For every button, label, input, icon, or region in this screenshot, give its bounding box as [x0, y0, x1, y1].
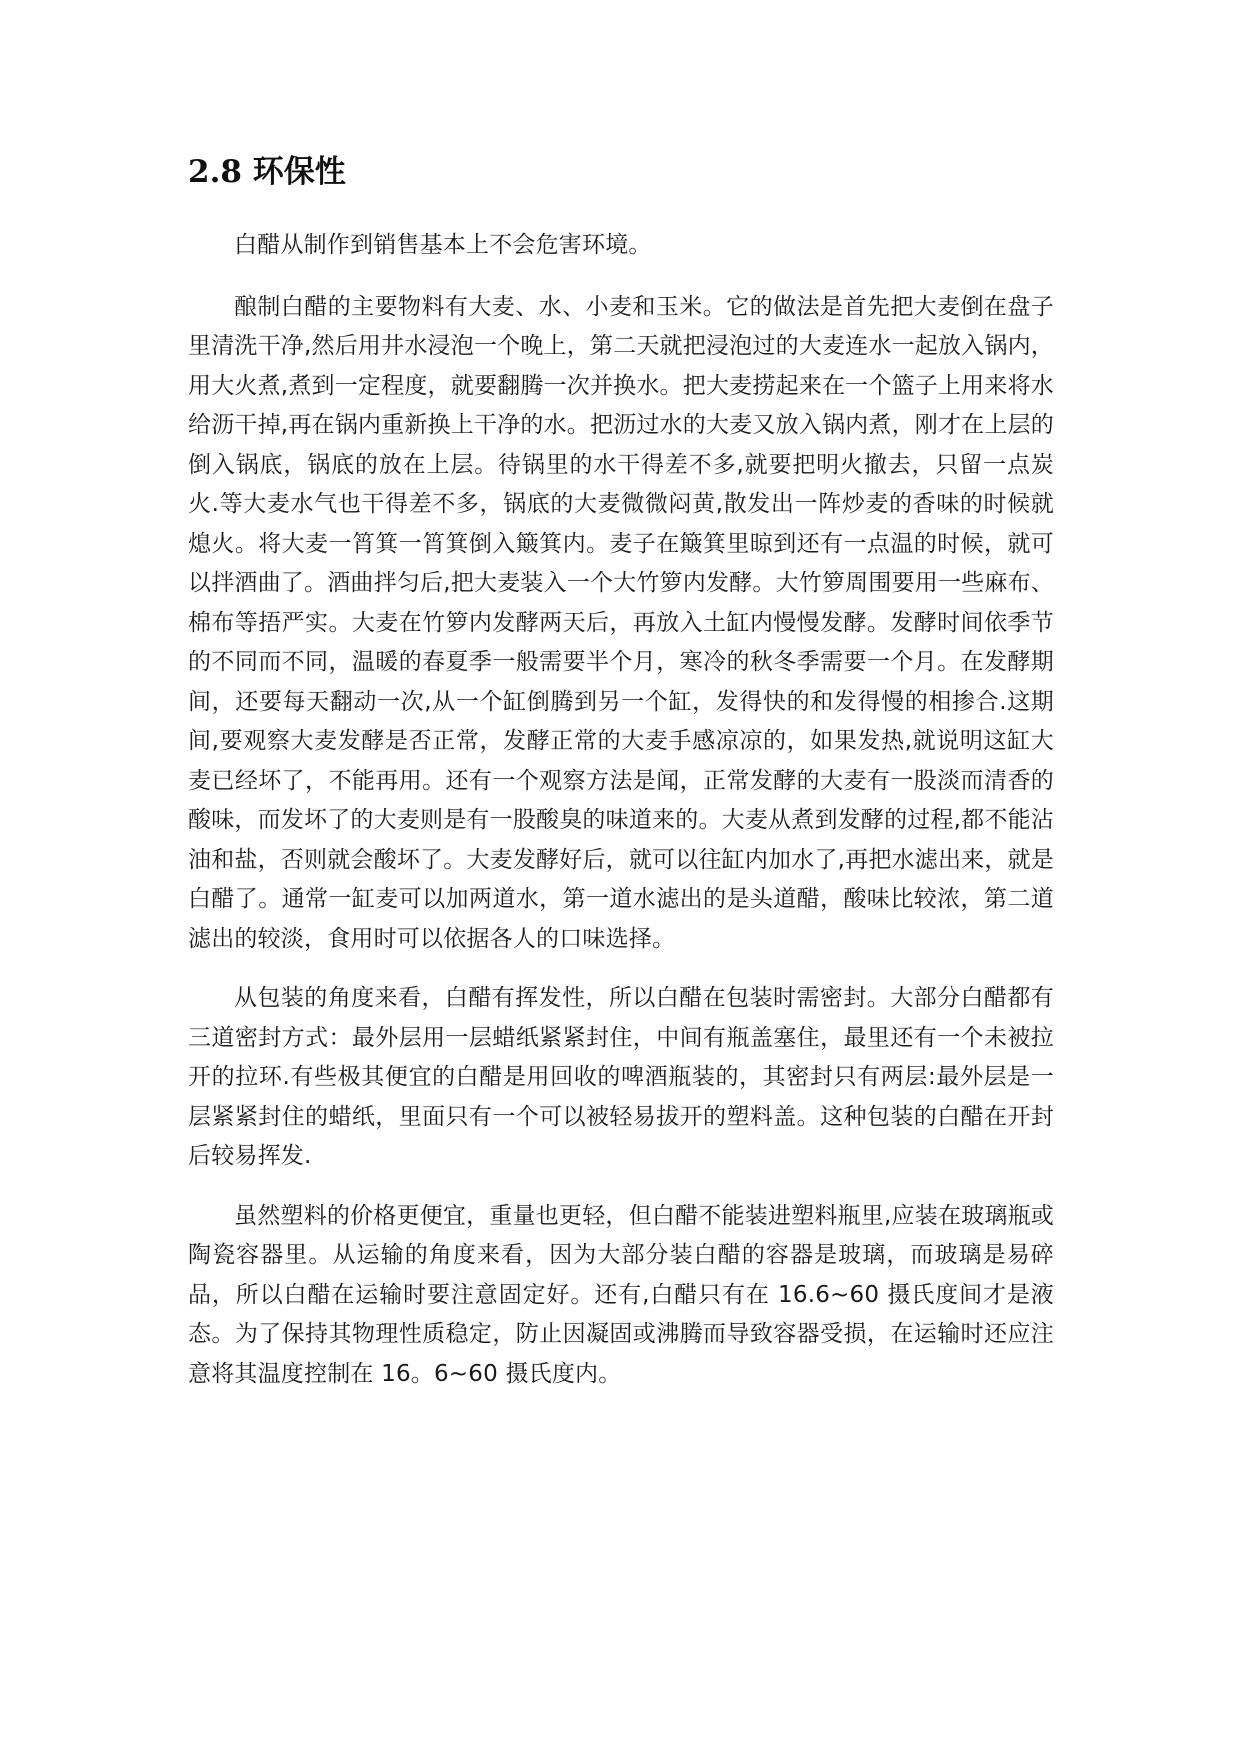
paragraph-transport: 虽然塑料的价格更便宜，重量也更轻，但白醋不能装进塑料瓶里,应装在玻璃瓶或陶瓷容器里。从运输的角度来看，因为大部分装白醋的容器是玻璃，而玻璃是易碎品，所以白醋在运输时要注意固定好。还有,白醋只有在 16.6~60 摄氏度间才是液态。为了保持其物理性质稳定，防止因凝固或沸腾而导致容器受损，在运输时还应注意将其温度控制在 16。6~60 摄氏度内。 — [188, 1202, 1054, 1387]
paragraph-brewing-process: 酿制白醋的主要物料有大麦、水、小麦和玉米。它的做法是首先把大麦倒在盘子里清洗干净,然后用井水浸泡一个晚上，第二天就把浸泡过的大麦连水一起放入锅内，用大火煮,煮到一定程度，就要翻腾一次并换水。把大麦捞起来在一个篮子上用来将水给沥干掉,再在锅内重新换上干净的水。把沥过水的大麦又放入锅内煮，刚才在上层的倒入锅底，锅底的放在上层。待锅里的水干得差不多,就要把明火撤去，只留一点炭火.等大麦水气也干得差不多，锅底的大麦微微闷黄,散发出一阵炒麦的香味的时候就熄火。将大麦一筲箕一筲箕倒入簸箕内。麦子在簸箕里晾到还有一点温的时候，就可以拌酒曲了。酒曲拌匀后,把大麦装入一个大竹箩内发酵。大竹箩周围要用一些麻布、棉布等捂严实。大麦在竹箩内发酵两天后，再放入土缸内慢慢发酵。发酵时间依季节的不同而不同，温暖的春夏季一般需要半个月，寒冷的秋冬季需要一个月。在发酵期间，还要每天翻动一次,从一个缸倒腾到另一个缸，发得快的和发得慢的相掺合.这期间,要观察大麦发酵是否正常，发酵正常的大麦手感凉凉的，如果发热,就说明这缸大麦已经坏了，不能再用。还有一个观察方法是闻，正常发酵的大麦有一股淡而清香的酸味，而发坏了的大麦则是有一股酸臭的味道来的。大麦从煮到发酵的过程,都不能沾油和盐，否则就会酸坏了。大麦发酵好后，就可以往缸内加水了,再把水滤出来，就是白醋了。通常一缸麦可以加两道水，第一道水滤出的是头道醋，酸味比较浓，第二道滤出的较淡，食用时可以依据各人的口味选择。 — [188, 293, 1054, 952]
section-body — [188, 226, 1054, 1414]
section-heading — [188, 150, 346, 194]
paragraph-packaging: 从包装的角度来看，白醋有挥发性，所以白醋在包装时需密封。大部分白醋都有三道密封方式：最外层用一层蜡纸紧紧封住，中间有瓶盖塞住，最里还有一个未被拉开的拉环.有些极其便宜的白醋是用回收的啤酒瓶装的，其密封只有两层:最外层是一层紧紧封住的蜡纸，里面只有一个可以被轻易拔开的塑料盖。这种包装的白醋在开封后较易挥发. — [188, 985, 1054, 1169]
section-title: 环保性 — [252, 154, 346, 190]
section-number: 2.8 — [188, 154, 242, 190]
paragraph-intro: 白醋从制作到销售基本上不会危害环境。 — [234, 232, 652, 258]
